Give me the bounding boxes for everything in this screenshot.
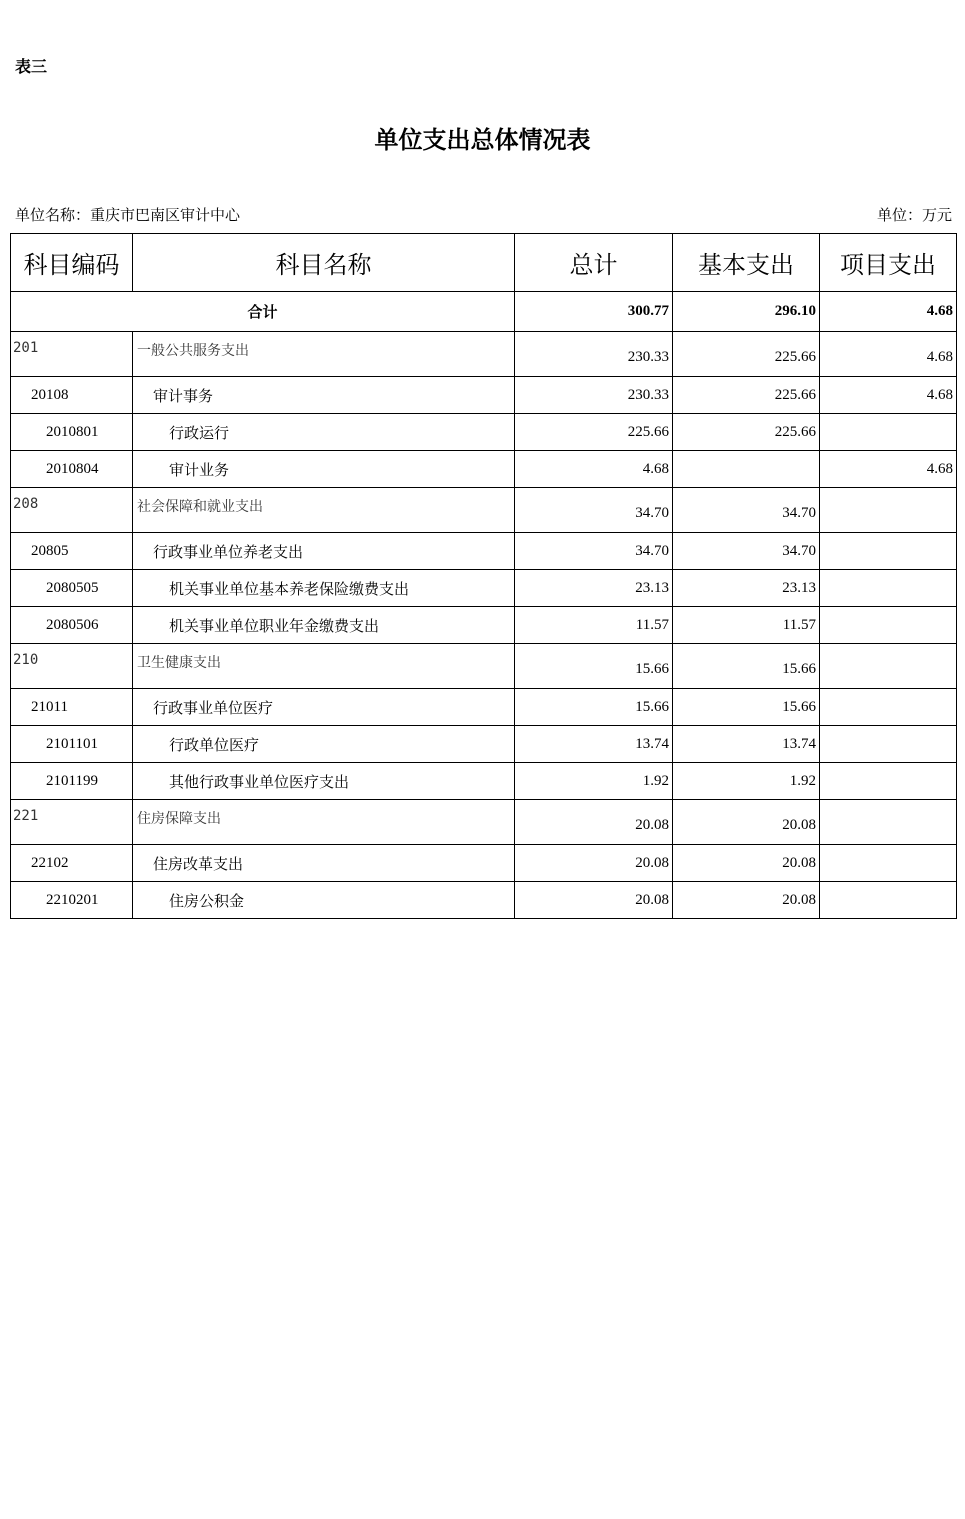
column-header-project: 项目支出 xyxy=(820,234,957,292)
cell-basic: 225.66 xyxy=(673,414,820,451)
cell-name: 行政事业单位医疗 xyxy=(133,689,515,726)
cell-project xyxy=(820,414,957,451)
cell-project xyxy=(820,488,957,533)
cell-name: 行政事业单位养老支出 xyxy=(133,533,515,570)
cell-basic: 15.66 xyxy=(673,644,820,689)
total-basic: 296.10 xyxy=(673,292,820,332)
total-project: 4.68 xyxy=(820,292,957,332)
unit-name: 单位名称：重庆市巴南区审计中心 xyxy=(15,206,241,224)
cell-name: 机关事业单位职业年金缴费支出 xyxy=(133,607,515,644)
cell-total: 20.08 xyxy=(515,882,673,919)
cell-code: 20805 xyxy=(11,533,133,570)
table-row xyxy=(11,414,957,451)
cell-name: 住房改革支出 xyxy=(133,845,515,882)
table-row xyxy=(11,607,957,644)
table-row xyxy=(11,689,957,726)
cell-project xyxy=(820,882,957,919)
cell-basic: 225.66 xyxy=(673,377,820,414)
column-header-total: 总计 xyxy=(515,234,673,292)
cell-name: 卫生健康支出 xyxy=(133,644,515,689)
cell-code: 221 xyxy=(11,800,133,845)
cell-project: 4.68 xyxy=(820,377,957,414)
cell-basic: 15.66 xyxy=(673,689,820,726)
cell-code: 210 xyxy=(11,644,133,689)
column-header-name: 科目名称 xyxy=(133,234,515,292)
cell-total: 230.33 xyxy=(515,377,673,414)
cell-total: 11.57 xyxy=(515,607,673,644)
cell-total: 225.66 xyxy=(515,414,673,451)
cell-project xyxy=(820,689,957,726)
header-row xyxy=(11,234,957,292)
unit-measure: 单位：万元 xyxy=(876,206,952,224)
table-row xyxy=(11,451,957,488)
cell-name: 一般公共服务支出 xyxy=(133,332,515,377)
cell-basic: 20.08 xyxy=(673,882,820,919)
total-label: 合计 xyxy=(11,292,515,332)
cell-code: 208 xyxy=(11,488,133,533)
table-row xyxy=(11,488,957,533)
cell-name: 其他行政事业单位医疗支出 xyxy=(133,763,515,800)
cell-project: 4.68 xyxy=(820,332,957,377)
cell-code: 2010801 xyxy=(11,414,133,451)
table-row xyxy=(11,763,957,800)
cell-project xyxy=(820,800,957,845)
cell-total: 20.08 xyxy=(515,845,673,882)
cell-total: 15.66 xyxy=(515,644,673,689)
cell-total: 1.92 xyxy=(515,763,673,800)
cell-project xyxy=(820,845,957,882)
cell-basic: 11.57 xyxy=(673,607,820,644)
table-row xyxy=(11,845,957,882)
cell-code: 2101199 xyxy=(11,763,133,800)
cell-name: 审计业务 xyxy=(133,451,515,488)
table-row xyxy=(11,570,957,607)
cell-code: 2210201 xyxy=(11,882,133,919)
cell-project xyxy=(820,607,957,644)
table-row xyxy=(11,882,957,919)
cell-name: 机关事业单位基本养老保险缴费支出 xyxy=(133,570,515,607)
total-total: 300.77 xyxy=(515,292,673,332)
cell-project xyxy=(820,644,957,689)
cell-name: 住房公积金 xyxy=(133,882,515,919)
cell-total: 34.70 xyxy=(515,488,673,533)
cell-basic: 34.70 xyxy=(673,488,820,533)
column-header-code: 科目编码 xyxy=(11,234,133,292)
cell-code: 201 xyxy=(11,332,133,377)
cell-project xyxy=(820,763,957,800)
cell-code: 2080505 xyxy=(11,570,133,607)
cell-code: 2101101 xyxy=(11,726,133,763)
cell-total: 15.66 xyxy=(515,689,673,726)
cell-code: 20108 xyxy=(11,377,133,414)
page-title: 单位支出总体情况表 xyxy=(374,125,591,154)
cell-code: 2080506 xyxy=(11,607,133,644)
cell-total: 230.33 xyxy=(515,332,673,377)
cell-total: 4.68 xyxy=(515,451,673,488)
cell-basic: 13.74 xyxy=(673,726,820,763)
cell-project xyxy=(820,726,957,763)
cell-code: 2010804 xyxy=(11,451,133,488)
cell-name: 社会保障和就业支出 xyxy=(133,488,515,533)
table-label: 表三 xyxy=(15,57,48,76)
cell-basic: 1.92 xyxy=(673,763,820,800)
expenditure-table xyxy=(10,233,957,919)
table-row xyxy=(11,377,957,414)
cell-project xyxy=(820,570,957,607)
cell-project xyxy=(820,533,957,570)
cell-basic: 225.66 xyxy=(673,332,820,377)
column-header-basic: 基本支出 xyxy=(673,234,820,292)
total-row xyxy=(11,292,957,332)
cell-total: 23.13 xyxy=(515,570,673,607)
cell-name: 审计事务 xyxy=(133,377,515,414)
cell-total: 34.70 xyxy=(515,533,673,570)
cell-basic: 20.08 xyxy=(673,800,820,845)
cell-total: 13.74 xyxy=(515,726,673,763)
table-row xyxy=(11,644,957,689)
cell-basic: 23.13 xyxy=(673,570,820,607)
cell-code: 22102 xyxy=(11,845,133,882)
table-row xyxy=(11,533,957,570)
table-row xyxy=(11,726,957,763)
cell-name: 住房保障支出 xyxy=(133,800,515,845)
cell-code: 21011 xyxy=(11,689,133,726)
cell-name: 行政单位医疗 xyxy=(133,726,515,763)
cell-basic xyxy=(673,451,820,488)
table-row xyxy=(11,800,957,845)
cell-name: 行政运行 xyxy=(133,414,515,451)
cell-basic: 20.08 xyxy=(673,845,820,882)
table-row xyxy=(11,332,957,377)
cell-total: 20.08 xyxy=(515,800,673,845)
cell-basic: 34.70 xyxy=(673,533,820,570)
cell-project: 4.68 xyxy=(820,451,957,488)
